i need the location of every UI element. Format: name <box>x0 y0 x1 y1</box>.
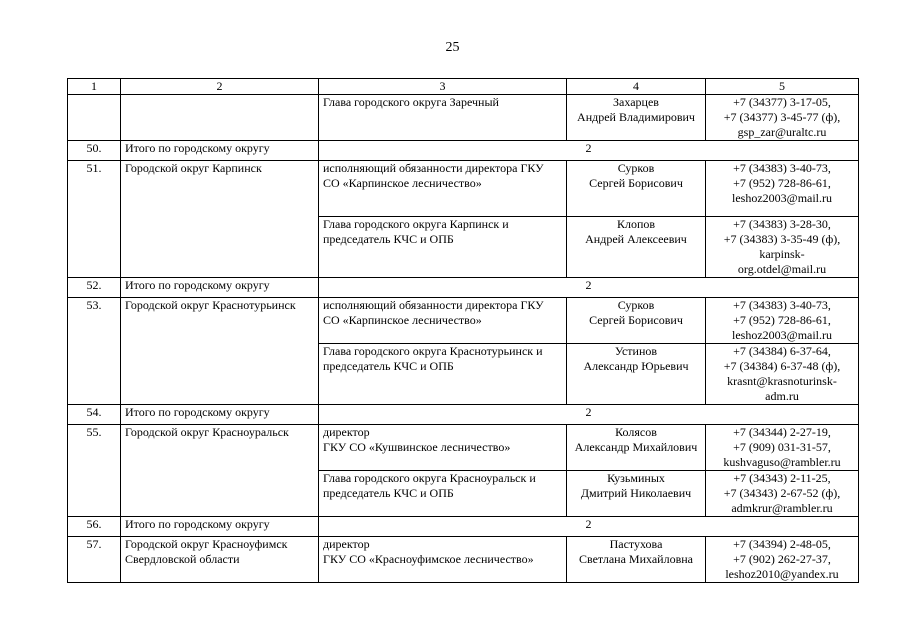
position-cell: Глава городского округа Красноуральск и председатель КЧС и ОПБ <box>319 471 567 517</box>
column-header-1: 1 <box>68 79 121 95</box>
district-name: Городской округ Карпинск <box>121 161 319 278</box>
contacts-cell <box>706 537 859 583</box>
given-names: Сергей Борисович <box>589 176 683 190</box>
district-name: Городской округ Краснотурьинск <box>121 298 319 405</box>
total-label: Итого по городскому округу <box>121 517 319 537</box>
position-cell: исполняющий обязанности директора ГКУ СО «Карпинское лесничество» <box>319 298 567 344</box>
contact-line: +7 (34384) 6-37-64, <box>733 344 831 358</box>
district-name <box>121 95 319 141</box>
given-names: Сергей Борисович <box>589 313 683 327</box>
contact-line: +7 (34384) 6-37-48 (ф), <box>723 359 841 373</box>
contact-line: +7 (34343) 2-67-52 (ф), <box>723 486 841 500</box>
surname: Устинов <box>614 344 658 358</box>
column-header-2: 2 <box>121 79 319 95</box>
forestry-contacts-table <box>67 78 859 583</box>
district-name: Городской округ Красноуральск <box>121 425 319 517</box>
total-label: Итого по городскому округу <box>121 141 319 161</box>
total-row <box>68 141 859 161</box>
contact-line: leshoz2003@mail.ru <box>731 328 833 342</box>
position-cell: директор ГКУ СО «Красноуфимское лесничество» <box>319 537 567 583</box>
contact-line: +7 (34377) 3-17-05, <box>733 95 831 109</box>
total-row <box>68 278 859 298</box>
contact-line: +7 (34344) 2-27-19, <box>733 425 831 439</box>
contact-line: gsp_zar@uraltc.ru <box>737 125 827 139</box>
district-name: Городской округ Красноуфимск Свердловской области <box>121 537 319 583</box>
table-row <box>68 298 859 344</box>
contacts-cell <box>706 471 859 517</box>
table-header-row <box>68 79 859 95</box>
table-row <box>68 537 859 583</box>
contacts-cell <box>706 425 859 471</box>
table-row <box>68 95 859 141</box>
row-number: 56. <box>68 517 121 537</box>
total-value: 2 <box>319 278 859 298</box>
position-cell: директор ГКУ СО «Кушвинское лесничество» <box>319 425 567 471</box>
contact-line: karpinsk- <box>759 247 805 261</box>
position-cell: исполняющий обязанности директора ГКУ СО «Карпинское лесничество» <box>319 161 567 217</box>
person-name-cell <box>567 344 706 405</box>
person-name-cell <box>567 425 706 471</box>
person-name-cell <box>567 537 706 583</box>
given-names: Александр Юрьевич <box>583 359 689 373</box>
row-number <box>68 95 121 141</box>
total-value: 2 <box>319 517 859 537</box>
row-number: 55. <box>68 425 121 517</box>
table-row <box>68 425 859 471</box>
table-row <box>68 161 859 217</box>
contact-line: +7 (34383) 3-28-30, <box>733 217 831 231</box>
contact-line: krasnt@krasnoturinsk- <box>727 374 837 388</box>
contact-line: +7 (34394) 2-48-05, <box>733 537 831 551</box>
total-row <box>68 517 859 537</box>
surname: Сурков <box>617 298 655 312</box>
given-names: Светлана Михайловна <box>578 552 694 566</box>
person-name-cell <box>567 95 706 141</box>
surname: Сурков <box>617 161 655 175</box>
person-name-cell <box>567 298 706 344</box>
total-label: Итого по городскому округу <box>121 405 319 425</box>
page-number: 25 <box>445 40 460 55</box>
given-names: Андрей Владимирович <box>577 110 695 124</box>
total-value: 2 <box>319 141 859 161</box>
row-number: 54. <box>68 405 121 425</box>
contact-line: leshoz2003@mail.ru <box>731 191 833 205</box>
contact-line: org.otdel@mail.ru <box>737 262 827 276</box>
surname: Кузьминых <box>607 471 665 485</box>
column-header-3: 3 <box>319 79 567 95</box>
position-cell: Глава городского округа Карпинск и председатель КЧС и ОПБ <box>319 217 567 278</box>
position-cell: Глава городского округа Краснотурьинск и председатель КЧС и ОПБ <box>319 344 567 405</box>
total-row <box>68 405 859 425</box>
row-number: 53. <box>68 298 121 405</box>
contact-line: adm.ru <box>765 389 799 403</box>
surname: Захарцев <box>613 95 659 109</box>
row-number: 50. <box>68 141 121 161</box>
total-value: 2 <box>319 405 859 425</box>
contacts-cell <box>706 344 859 405</box>
contact-line: +7 (34343) 2-11-25, <box>733 471 831 485</box>
row-number: 57. <box>68 537 121 583</box>
contacts-cell <box>706 95 859 141</box>
contacts-cell <box>706 217 859 278</box>
surname: Клопов <box>616 217 656 231</box>
contact-line: +7 (34377) 3-45-77 (ф), <box>723 110 841 124</box>
given-names: Александр Михайлович <box>574 440 698 454</box>
row-number: 52. <box>68 278 121 298</box>
column-header-5: 5 <box>706 79 859 95</box>
row-number: 51. <box>68 161 121 278</box>
person-name-cell <box>567 217 706 278</box>
contact-line: kushvaguso@rambler.ru <box>723 455 841 469</box>
contact-line: +7 (952) 728-86-61, <box>733 176 831 190</box>
person-name-cell <box>567 161 706 217</box>
contact-line: +7 (34383) 3-35-49 (ф), <box>723 232 841 246</box>
contacts-cell <box>706 298 859 344</box>
position-cell: Глава городского округа Заречный <box>319 95 567 141</box>
column-header-4: 4 <box>567 79 706 95</box>
contact-line: +7 (952) 728-86-61, <box>733 313 831 327</box>
contact-line: admkrur@rambler.ru <box>731 501 833 515</box>
person-name-cell <box>567 471 706 517</box>
contact-line: +7 (902) 262-27-37, <box>733 552 831 566</box>
given-names: Андрей Алексеевич <box>585 232 687 246</box>
given-names: Дмитрий Николаевич <box>580 486 692 500</box>
table-body <box>68 79 859 583</box>
surname: Пастухова <box>609 537 663 551</box>
contact-line: leshoz2010@yandex.ru <box>725 567 839 581</box>
total-label: Итого по городскому округу <box>121 278 319 298</box>
contact-line: +7 (34383) 3-40-73, <box>733 298 831 312</box>
contact-line: +7 (34383) 3-40-73, <box>733 161 831 175</box>
contacts-cell <box>706 161 859 217</box>
contact-line: +7 (909) 031-31-57, <box>733 440 831 454</box>
surname: Колясов <box>615 425 657 439</box>
